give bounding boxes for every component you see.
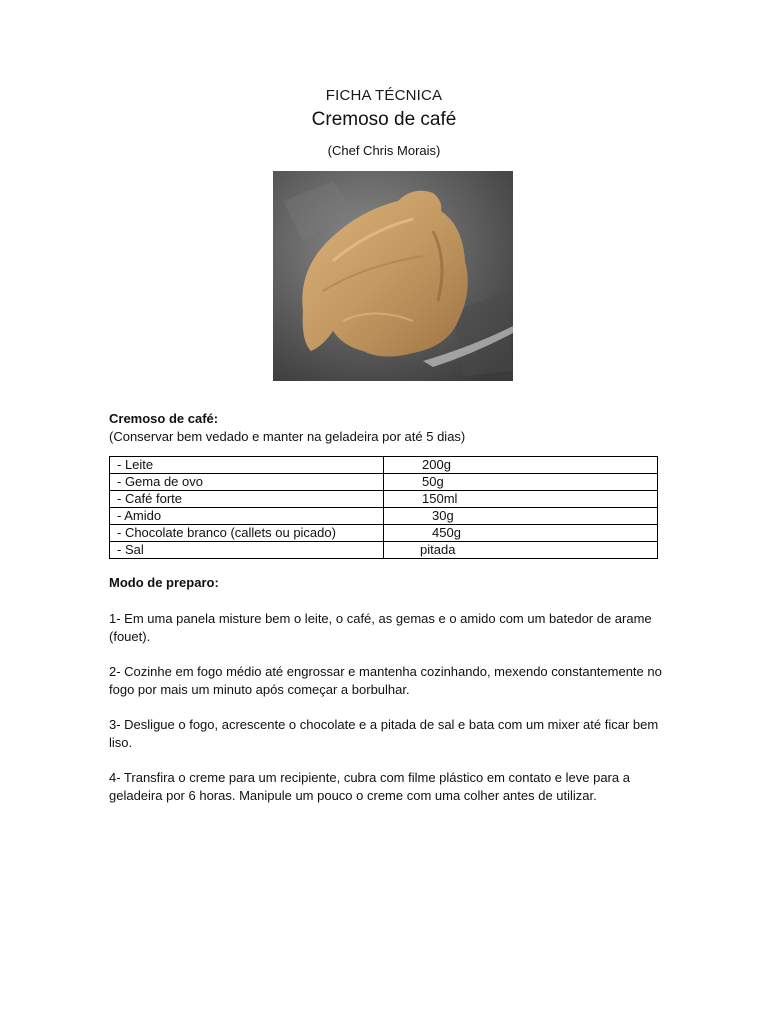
- section-title: Cremoso de café:: [109, 411, 219, 426]
- table-row: [110, 508, 658, 525]
- ingredient-name: - Gema de ovo: [110, 474, 384, 491]
- method-step: 2- Cozinhe em fogo médio até engrossar e mantenha cozinhando, mexendo constantemente no fogo por mais um minuto após começar a borbulhar.: [109, 664, 662, 697]
- table-row: [110, 542, 658, 559]
- recipe-title: Cremoso de café: [311, 109, 457, 130]
- table-row: [110, 474, 658, 491]
- ingredient-qty: [384, 457, 658, 474]
- ingredient-name: - Amido: [110, 508, 384, 525]
- method-title: Modo de preparo:: [109, 575, 219, 590]
- ingredient-qty: [384, 542, 658, 559]
- method-steps: [109, 610, 664, 822]
- ingredient-name: - Chocolate branco (callets ou picado): [110, 525, 384, 542]
- ingredient-qty-text: 30g: [432, 508, 454, 523]
- ingredient-name: - Café forte: [110, 491, 384, 508]
- ingredient-qty-text: 450g: [432, 525, 461, 540]
- recipe-author: (Chef Chris Morais): [327, 143, 441, 158]
- ingredient-qty: [384, 525, 658, 542]
- method-step: 3- Desligue o fogo, acrescente o chocolate e a pitada de sal e bata com um mixer até ficar bem liso.: [109, 717, 659, 750]
- ingredient-qty: [384, 474, 658, 491]
- method-step: 1- Em uma panela misture bem o leite, o café, as gemas e o amido com um batedor de arame (fouet).: [109, 611, 652, 644]
- storage-note: (Conservar bem vedado e manter na geladeira por até 5 dias): [109, 429, 466, 444]
- ingredient-qty-text: 50g: [422, 474, 444, 489]
- ingredient-qty-text: pitada: [420, 542, 456, 557]
- ingredient-name: - Sal: [110, 542, 384, 559]
- ingredient-qty-text: 150ml: [422, 491, 458, 506]
- ingredient-qty-text: 200g: [422, 457, 451, 472]
- table-row: [110, 525, 658, 542]
- ingredient-qty: [384, 508, 658, 525]
- ingredients-table: [109, 456, 658, 559]
- method-step: 4- Transfira o creme para um recipiente, cubra com filme plástico em contato e leve para a geladeira por 6 horas. Manipule um pouco o creme com uma colher antes de utilizar.: [109, 770, 630, 803]
- table-row: [110, 491, 658, 508]
- table-row: [110, 457, 658, 474]
- document-label: FICHA TÉCNICA: [325, 87, 443, 104]
- ingredient-name: - Leite: [110, 457, 384, 474]
- ingredient-qty: [384, 491, 658, 508]
- recipe-photo: [273, 171, 513, 381]
